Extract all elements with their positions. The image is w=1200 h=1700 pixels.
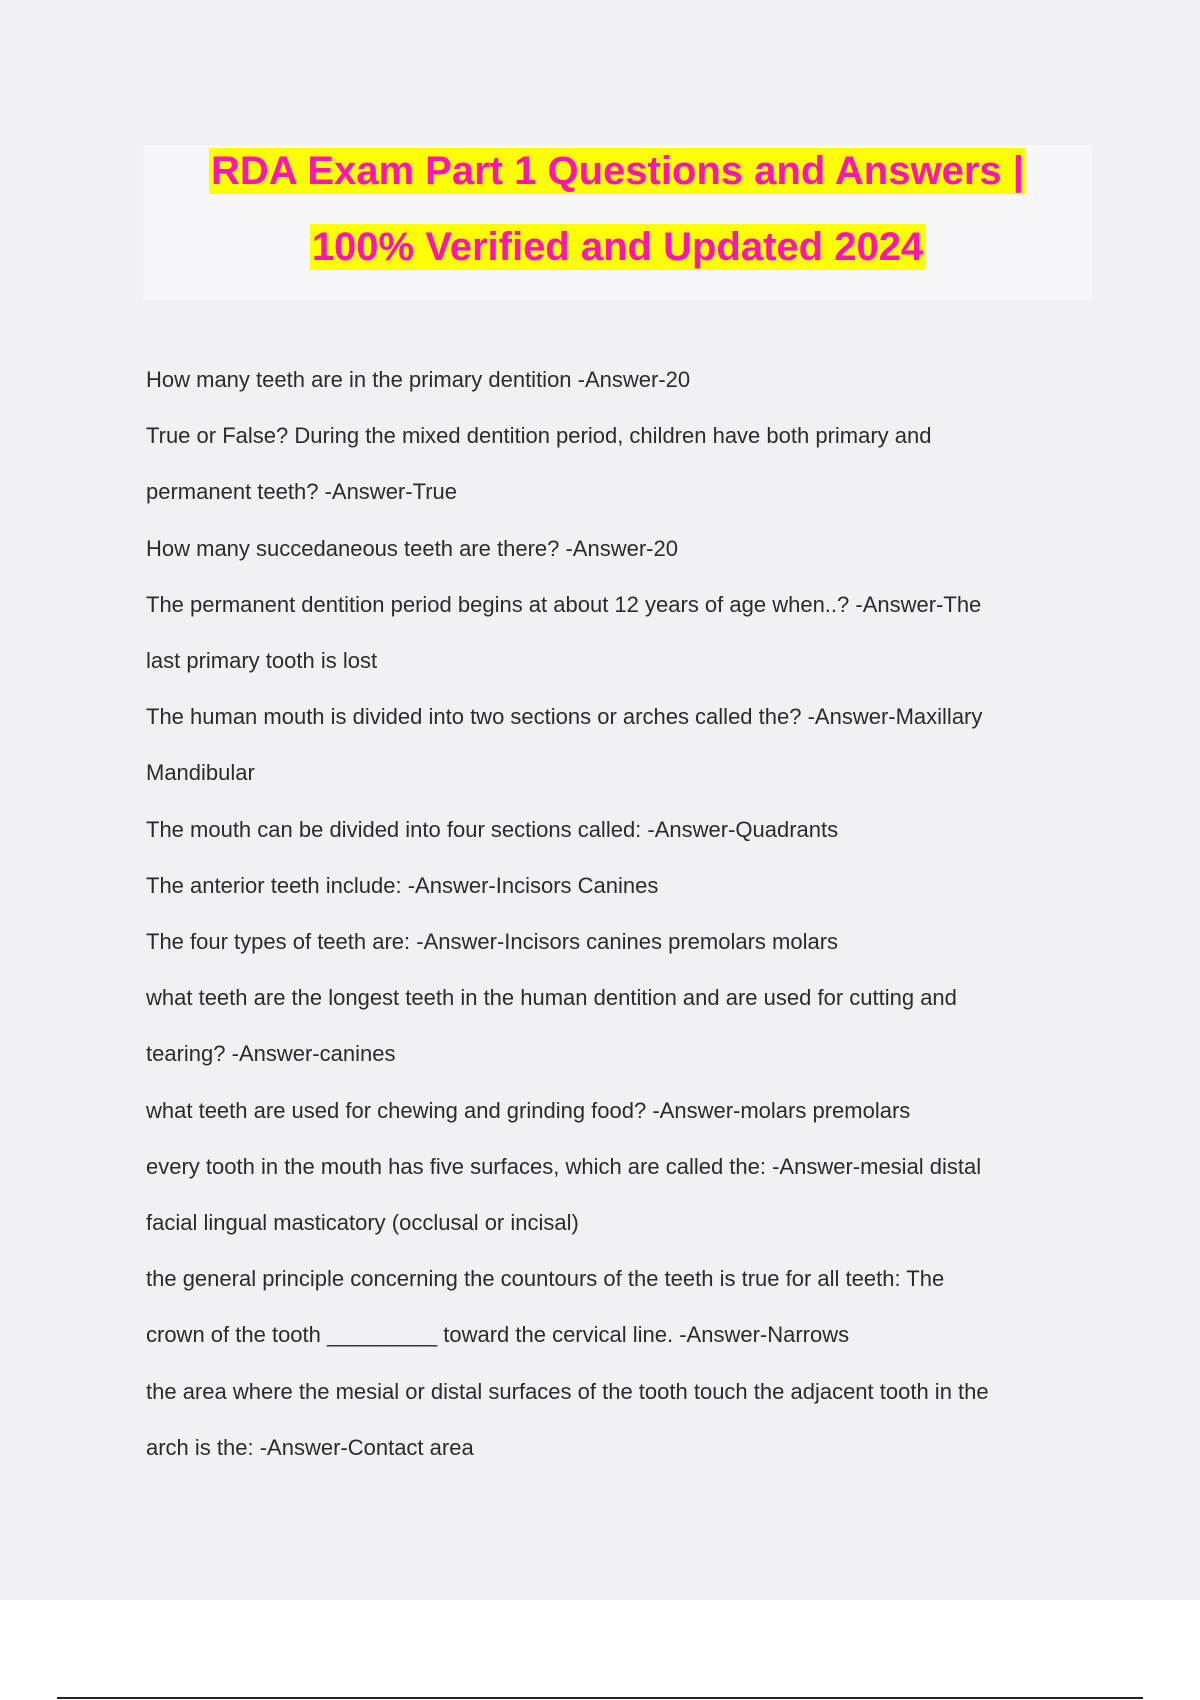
text-line: The four types of teeth are: -Answer-Incisors canines premolars molars [146, 929, 839, 955]
text-line: The anterior teeth include: -Answer-Incisors Canines [146, 872, 659, 898]
text-line: facial lingual masticatory (occlusal or incisal) [146, 1210, 579, 1236]
text-line: How many succedaneous teeth are there? -Answer-20 [146, 535, 678, 561]
footer-divider [57, 1697, 1143, 1699]
title-block [143, 145, 1092, 300]
text-line: arch is the: -Answer-Contact area [146, 1434, 474, 1460]
text-line: The mouth can be divided into four sections called: -Answer-Quadrants [146, 816, 839, 842]
page-title-line-1: RDA Exam Part 1 Questions and Answers | [211, 149, 1024, 193]
text-line: tearing? -Answer-canines [146, 1041, 396, 1067]
page-title-line-2: 100% Verified and Updated 2024 [311, 225, 924, 269]
text-line: Mandibular [146, 760, 255, 786]
text-line: what teeth are the longest teeth in the human dentition and are used for cutting and [146, 985, 957, 1011]
qa-content [146, 352, 1086, 1476]
text-line: the general principle concerning the countours of the teeth is true for all teeth: The [146, 1266, 945, 1292]
text-line: every tooth in the mouth has five surfaces, which are called the: -Answer-mesial distal [146, 1153, 982, 1179]
text-line: what teeth are used for chewing and grinding food? -Answer-molars premolars [146, 1097, 911, 1123]
text-line: True or False? During the mixed dentition period, children have both primary and [146, 423, 932, 449]
text-line: How many teeth are in the primary dentition -Answer-20 [146, 367, 691, 392]
text-line: last primary tooth is lost [146, 648, 378, 674]
text-line: The permanent dentition period begins at about 12 years of age when..? -Answer-The [146, 591, 982, 617]
text-line: crown of the tooth _________ toward the cervical line. -Answer-Narrows [146, 1322, 850, 1348]
text-line: permanent teeth? -Answer-True [146, 479, 457, 505]
text-line: The human mouth is divided into two sections or arches called the? -Answer-Maxillary [146, 704, 983, 730]
text-line: the area where the mesial or distal surfaces of the tooth touch the adjacent tooth in the [146, 1378, 989, 1404]
